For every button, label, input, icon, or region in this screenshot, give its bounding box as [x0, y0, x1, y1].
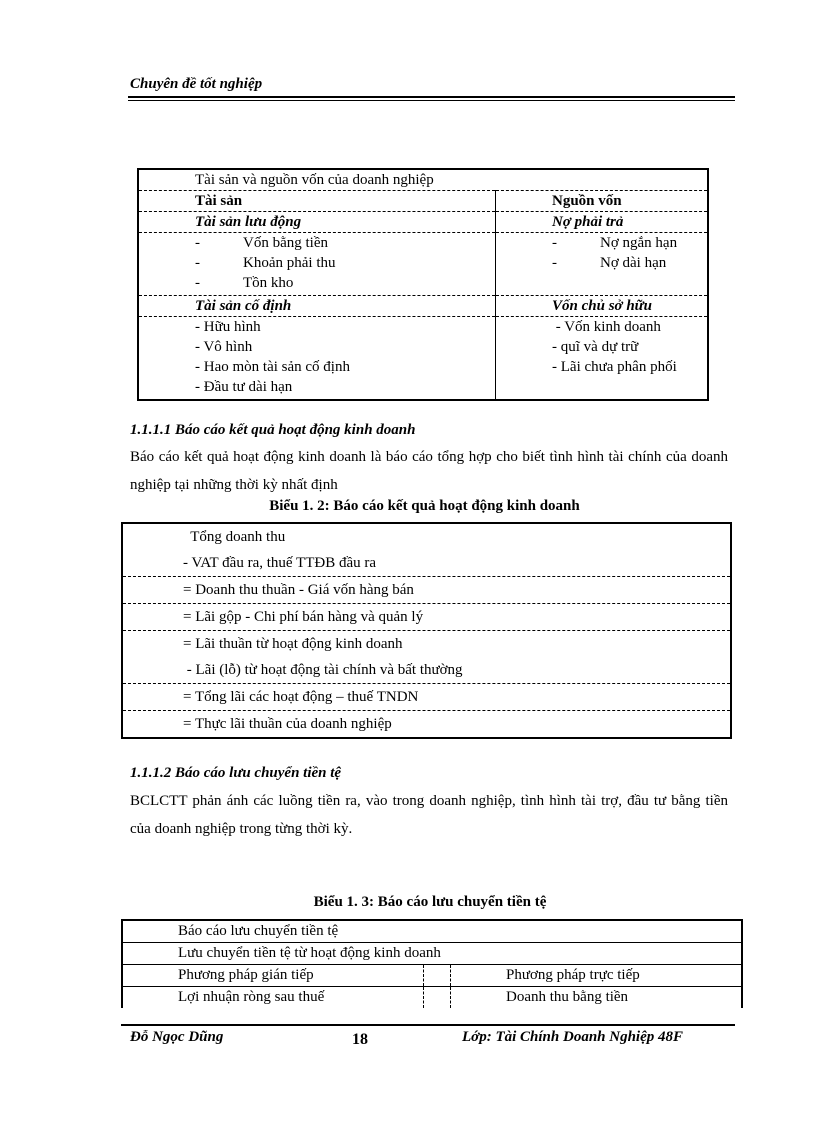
table1-caption: Tài sản và nguồn vốn của doanh nghiệp	[138, 169, 708, 191]
header-rule	[128, 96, 735, 98]
indirect-item: Lợi nhuận ròng sau thuế	[178, 989, 325, 1005]
table-row: = Lãi gộp - Chi phí bán hàng và quản lý	[123, 604, 730, 631]
section-paragraph: BCLCTT phản ánh các luồng tiền ra, vào trong doanh nghiệp, tình hình tài trợ, đầu tư bằng tiền của doanh nghiệp trong từng thời kỳ.	[130, 793, 728, 837]
table-row	[123, 987, 741, 1008]
list-item: - Nợ dài hạn	[552, 255, 667, 271]
list-item: - Vô hình	[195, 339, 253, 355]
table1-col-right: Nguồn vốn	[496, 191, 709, 212]
list-item: - Hữu hình	[195, 319, 261, 335]
indirect-method: Phương pháp gián tiếp	[178, 967, 314, 983]
list-item: - quĩ và dự trữ	[552, 339, 639, 355]
figure-caption: Biểu 1. 3: Báo cáo lưu chuyển tiền tệ	[313, 894, 547, 910]
page-number: 18	[352, 1031, 368, 1048]
table-row: - VAT đầu ra, thuế TTĐB đầu ra	[123, 550, 730, 577]
section-heading: 1.1.1.2 Báo cáo lưu chuyển tiền tệ	[130, 765, 342, 781]
direct-method: Phương pháp trực tiếp	[506, 967, 640, 983]
list-item: - Khoản phải thu	[195, 255, 336, 271]
left-group2-title: Tài sản cố định	[138, 296, 496, 317]
table-row: Lưu chuyển tiền tệ từ hoạt động kinh doanh	[123, 943, 741, 965]
table-row: = Tổng lãi các hoạt động – thuế TNDN	[123, 684, 730, 711]
header-title: Chuyên đề tốt nghiệp	[130, 76, 263, 92]
header-rule-thin	[128, 100, 735, 101]
right-group1-title: Nợ phải trả	[496, 212, 709, 233]
footer-rule	[121, 1024, 735, 1026]
list-item: - Lãi chưa phân phối	[552, 359, 677, 375]
right-group2-title: Vốn chủ sở hữu	[496, 296, 709, 317]
footer-author: Đỗ Ngọc Dũng	[130, 1029, 224, 1045]
list-item: - Vốn kinh doanh	[552, 319, 661, 335]
table-row: = Thực lãi thuần của doanh nghiệp	[183, 716, 392, 732]
cash-flow-table	[121, 919, 743, 1008]
section-heading: 1.1.1.1 Báo cáo kết quả hoạt động kinh doanh	[130, 422, 416, 438]
table1-col-left: Tài sản	[138, 191, 496, 212]
divider	[423, 965, 451, 986]
list-item: - Hao mòn tài sản cố định	[195, 359, 350, 375]
income-statement-table	[121, 522, 732, 739]
table-row: Báo cáo lưu chuyển tiền tệ	[123, 921, 741, 943]
direct-item: Doanh thu bằng tiền	[506, 989, 629, 1005]
table-row: = Lãi thuần từ hoạt động kinh doanh	[183, 636, 403, 652]
table-row: Tổng doanh thu	[183, 529, 286, 545]
table-row: - Lãi (lỗ) từ hoạt động tài chính và bất thường	[123, 657, 730, 684]
figure-caption: Biểu 1. 2: Báo cáo kết quả hoạt động kinh doanh	[269, 498, 580, 514]
section-paragraph: Báo cáo kết quả hoạt động kinh doanh là báo cáo tổng hợp cho biết tình hình tài chính của doanh nghiệp tại những thời kỳ nhất định	[130, 449, 728, 493]
list-item: - Vốn bằng tiền	[195, 235, 328, 251]
table-row	[123, 965, 741, 987]
assets-sources-table	[137, 168, 709, 401]
table-row: = Doanh thu thuần - Giá vốn hàng bán	[123, 577, 730, 604]
list-item: - Nợ ngắn hạn	[552, 235, 678, 251]
list-item: - Đầu tư dài hạn	[195, 379, 293, 395]
footer-class: Lớp: Tài Chính Doanh Nghiệp 48F	[462, 1029, 684, 1045]
left-group1-title: Tài sản lưu động	[138, 212, 496, 233]
divider	[423, 987, 451, 1008]
list-item: - Tồn kho	[195, 275, 294, 291]
